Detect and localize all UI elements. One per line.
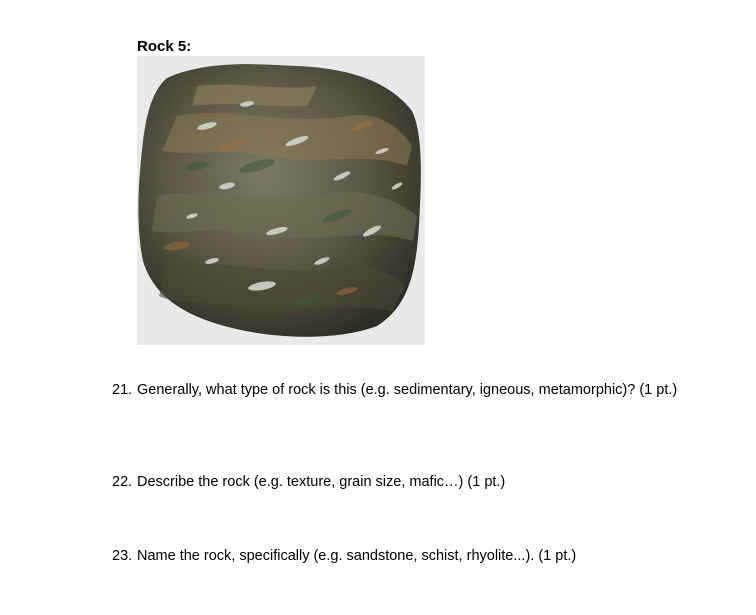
question-number: 22. xyxy=(112,474,133,490)
question-text: Name the rock, specifically (e.g. sandstone, schist, rhyolite...). (1 pt.) xyxy=(137,548,577,564)
question-number: 21. xyxy=(112,382,133,398)
question-text: Describe the rock (e.g. texture, grain size, mafic…) (1 pt.) xyxy=(137,474,506,490)
question-number: 23. xyxy=(112,548,133,564)
question-23 xyxy=(112,547,737,566)
rock-photo xyxy=(137,56,425,345)
question-22 xyxy=(112,473,737,492)
rock-heading: Rock 5: xyxy=(137,38,192,55)
question-21 xyxy=(112,381,737,400)
question-text: Generally, what type of rock is this (e.g. sedimentary, igneous, metamorphic)? (1 pt.) xyxy=(137,382,678,398)
